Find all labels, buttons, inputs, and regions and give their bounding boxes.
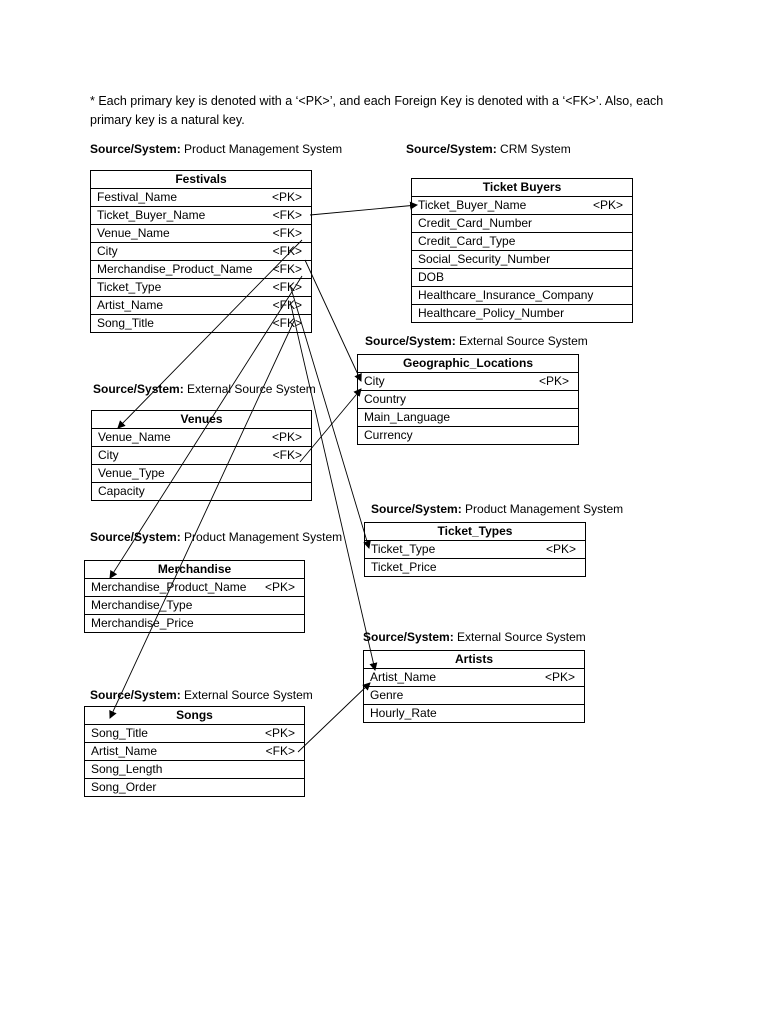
table-title: Artists xyxy=(364,651,584,669)
table-songs xyxy=(84,706,305,797)
source-value: Product Management System xyxy=(184,530,343,544)
key-marker: <PK> xyxy=(545,542,576,556)
link-city xyxy=(305,260,361,381)
table-row xyxy=(358,373,578,391)
note-text: * Each primary key is denoted with a ‘<PK>’, and each Foreign Key is denoted with a ‘<FK>’. Also, each primary key is a natural key. xyxy=(90,94,664,127)
source-value: CRM System xyxy=(500,142,571,156)
field-name: Artist_Name xyxy=(97,298,164,312)
table-artists xyxy=(363,650,585,723)
table-title: Festivals xyxy=(91,171,311,189)
source-label-ticket-types xyxy=(371,502,623,516)
key-marker: <PK> xyxy=(538,374,569,388)
source-prefix: Source/System: xyxy=(93,382,184,396)
field-name: Venue_Type xyxy=(98,466,165,480)
field-name: Ticket_Buyer_Name xyxy=(97,208,206,222)
source-value: Product Management System xyxy=(465,502,624,516)
key-marker: <PK> xyxy=(264,580,295,594)
key-marker: <FK> xyxy=(272,298,302,312)
table-row xyxy=(364,669,584,687)
source-value: External Source System xyxy=(184,688,313,702)
table-row xyxy=(85,597,304,615)
source-prefix: Source/System: xyxy=(90,142,181,156)
source-value: External Source System xyxy=(457,630,586,644)
table-row xyxy=(91,261,311,279)
table-row xyxy=(92,465,311,483)
table-title: Ticket_Types xyxy=(365,523,585,541)
field-name: Song_Title xyxy=(91,726,148,740)
table-row xyxy=(92,483,311,500)
field-name: City xyxy=(97,244,118,258)
field-name: Song_Length xyxy=(91,762,163,776)
field-name: Currency xyxy=(364,428,413,442)
field-name: Merchandise_Type xyxy=(91,598,193,612)
table-row xyxy=(85,743,304,761)
key-marker: <FK> xyxy=(272,316,302,330)
key-marker: <FK> xyxy=(272,448,302,462)
key-marker: <PK> xyxy=(271,430,302,444)
source-label-festivals xyxy=(90,142,342,156)
table-row xyxy=(85,779,304,796)
source-value: Product Management System xyxy=(184,142,343,156)
table-festivals xyxy=(90,170,312,333)
table-ticket-types xyxy=(364,522,586,577)
table-row xyxy=(85,615,304,632)
table-row xyxy=(412,215,632,233)
table-title: Venues xyxy=(92,411,311,429)
table-row xyxy=(91,279,311,297)
field-name: Merchandise_Price xyxy=(91,616,194,630)
table-geographic-locations xyxy=(357,354,579,445)
field-name: Venue_Name xyxy=(97,226,170,240)
table-row xyxy=(412,233,632,251)
table-title: Ticket Buyers xyxy=(412,179,632,197)
field-name: Country xyxy=(364,392,407,406)
table-row xyxy=(92,447,311,465)
source-prefix: Source/System: xyxy=(363,630,454,644)
source-value: External Source System xyxy=(459,334,588,348)
field-name: Song_Order xyxy=(91,780,157,794)
table-row xyxy=(85,579,304,597)
table-row xyxy=(92,429,311,447)
field-name: Ticket_Type xyxy=(371,542,436,556)
table-row xyxy=(358,391,578,409)
table-row xyxy=(365,541,585,559)
table-row xyxy=(358,409,578,427)
table-row xyxy=(91,189,311,207)
key-marker: <FK> xyxy=(272,244,302,258)
field-name: Ticket_Buyer_Name xyxy=(418,198,527,212)
source-prefix: Source/System: xyxy=(371,502,462,516)
table-row xyxy=(85,761,304,779)
field-name: City xyxy=(364,374,385,388)
table-row xyxy=(412,251,632,269)
table-row xyxy=(412,197,632,215)
table-row xyxy=(91,243,311,261)
source-label-ticket-buyers xyxy=(406,142,571,156)
table-row xyxy=(91,207,311,225)
source-label-geographic-locations xyxy=(365,334,588,348)
table-row xyxy=(364,705,584,722)
field-name: Artist_Name xyxy=(370,670,437,684)
field-name: Artist_Name xyxy=(91,744,158,758)
field-name: Ticket_Type xyxy=(97,280,162,294)
table-row xyxy=(85,725,304,743)
source-prefix: Source/System: xyxy=(406,142,497,156)
table-merchandise xyxy=(84,560,305,633)
table-venues xyxy=(91,410,312,501)
field-name: Capacity xyxy=(98,484,145,498)
table-title: Merchandise xyxy=(85,561,304,579)
source-prefix: Source/System: xyxy=(90,530,181,544)
source-prefix: Source/System: xyxy=(365,334,456,348)
field-name: Healthcare_Insurance_Company xyxy=(418,288,594,302)
link-song-title xyxy=(110,321,294,718)
field-name: Ticket_Price xyxy=(371,560,437,574)
key-marker: <FK> xyxy=(272,226,302,240)
field-name: Social_Security_Number xyxy=(418,252,551,266)
field-name: Main_Language xyxy=(364,410,451,424)
source-label-merchandise xyxy=(90,530,342,544)
table-row xyxy=(412,269,632,287)
table-ticket-buyers xyxy=(411,178,633,323)
table-row xyxy=(412,287,632,305)
key-marker: <PK> xyxy=(544,670,575,684)
field-name: DOB xyxy=(418,270,445,284)
field-name: Merchandise_Product_Name xyxy=(91,580,247,594)
table-row xyxy=(364,687,584,705)
field-name: Merchandise_Product_Name xyxy=(97,262,253,276)
table-row xyxy=(91,297,311,315)
table-title: Songs xyxy=(85,707,304,725)
key-marker: <PK> xyxy=(592,198,623,212)
table-row xyxy=(91,315,311,332)
link-ticket-buyer xyxy=(310,205,417,215)
table-title: Geographic_Locations xyxy=(358,355,578,373)
field-name: Healthcare_Policy_Number xyxy=(418,306,565,320)
table-row xyxy=(358,427,578,444)
source-label-songs xyxy=(90,688,313,702)
field-name: Song_Title xyxy=(97,316,154,330)
table-row xyxy=(365,559,585,576)
key-marker: <FK> xyxy=(272,280,302,294)
table-row xyxy=(91,225,311,243)
key-marker: <PK> xyxy=(264,726,295,740)
field-name: City xyxy=(98,448,119,462)
key-marker: <FK> xyxy=(265,744,295,758)
source-label-venues xyxy=(93,382,316,396)
key-marker: <FK> xyxy=(272,262,302,276)
key-marker: <FK> xyxy=(272,208,302,222)
field-name: Credit_Card_Number xyxy=(418,216,533,230)
key-marker: <PK> xyxy=(271,190,302,204)
field-name: Festival_Name xyxy=(97,190,178,204)
field-name: Credit_Card_Type xyxy=(418,234,516,248)
table-row xyxy=(412,305,632,322)
field-name: Genre xyxy=(370,688,404,702)
field-name: Hourly_Rate xyxy=(370,706,437,720)
field-name: Venue_Name xyxy=(98,430,171,444)
source-value: External Source System xyxy=(187,382,316,396)
source-prefix: Source/System: xyxy=(90,688,181,702)
source-label-artists xyxy=(363,630,586,644)
